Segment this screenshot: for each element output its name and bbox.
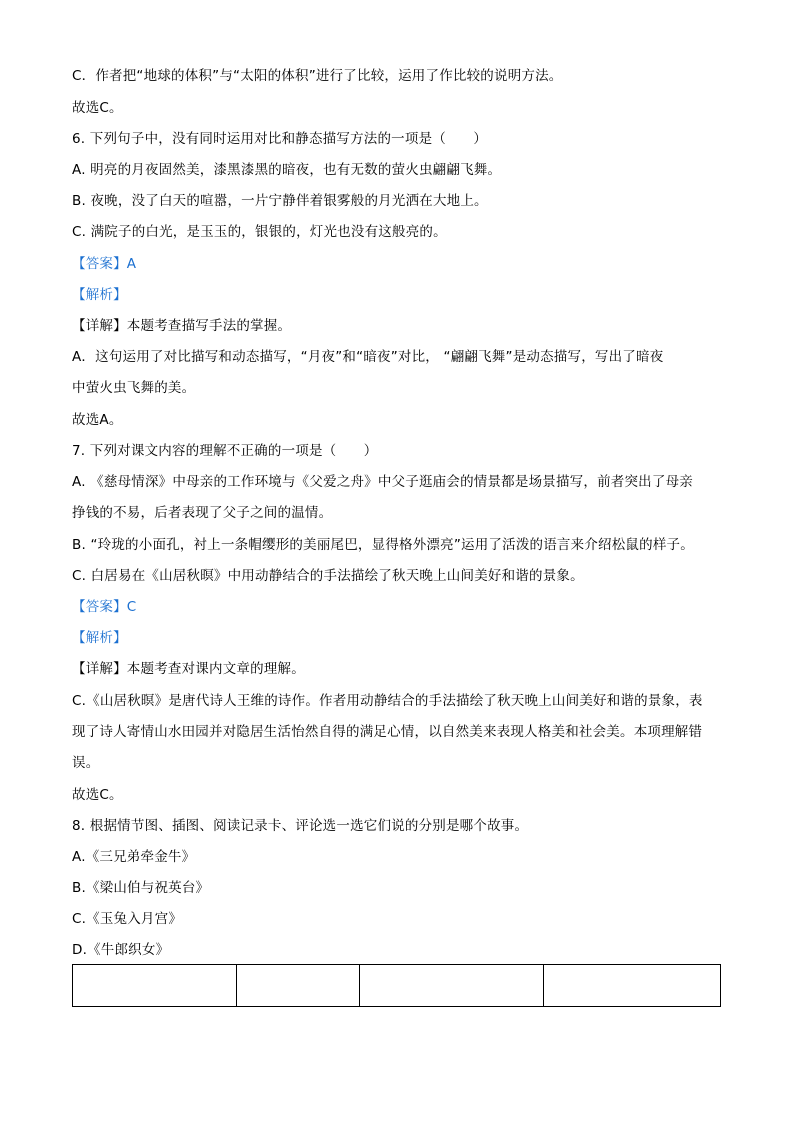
text-line: C．作者把“地球的体积”与“太阳的体积”进行了比较，运用了作比较的说明方法。 <box>72 68 563 84</box>
detail-text: 误。 <box>72 755 100 771</box>
option-b: B.《梁山伯与祝英台》 <box>72 880 210 896</box>
question-7: 7. 下列对课文内容的理解不正确的一项是（ ） <box>72 443 378 459</box>
question-6: 6. 下列句子中，没有同时运用对比和静态描写方法的一项是（ ） <box>72 131 488 147</box>
table-cell <box>237 965 360 1007</box>
option-d: D.《牛郎织女》 <box>72 942 170 958</box>
detail-text: 中萤火虫飞舞的美。 <box>72 380 196 396</box>
detail-text: C.《山居秋暝》是唐代诗人王维的诗作。作者用动静结合的手法描绘了秋天晚上山间美好和谐的景象，表 <box>72 693 703 709</box>
question-8: 8. 根据情节图、插图、阅读记录卡、评论选一选它们说的分别是哪个故事。 <box>72 818 529 834</box>
option-a: A.《三兄弟牵金牛》 <box>72 849 196 865</box>
detail-text: 【详解】本题考查描写手法的掌握。 <box>72 318 292 334</box>
option-b: B. “玲珑的小面孔，衬上一条帽缨形的美丽尾巴，显得格外漂亮”运用了活泼的语言来介绍松鼠的样子。 <box>72 537 694 553</box>
answer-label: 【答案】A <box>72 256 137 272</box>
text-line: 故选C。 <box>72 787 123 803</box>
option-c: C. 白居易在《山居秋暝》中用动静结合的手法描绘了秋天晚上山间美好和谐的景象。 <box>72 568 584 584</box>
table-cell <box>360 965 544 1007</box>
table-row <box>73 965 721 1007</box>
analysis-label: 【解析】 <box>72 630 127 646</box>
option-c: C.《玉兔入月宫》 <box>72 911 183 927</box>
option-a: A. 《慈母情深》中母亲的工作环境与《父爱之舟》中父子逛庙会的情景都是场景描写，前者突出了母亲 <box>72 474 693 490</box>
answer-label: 【答案】C <box>72 599 137 615</box>
story-table <box>72 964 721 1007</box>
option-a: A. 明亮的月夜固然美，漆黑漆黑的暗夜，也有无数的萤火虫翩翩飞舞。 <box>72 162 502 178</box>
text-line: 故选C。 <box>72 100 123 116</box>
option-b: B. 夜晚，没了白天的喧嚣，一片宁静伴着银雾般的月光洒在大地上。 <box>72 193 488 209</box>
option-a-continued: 挣钱的不易，后者表现了父子之间的温情。 <box>72 505 333 521</box>
analysis-label: 【解析】 <box>72 287 127 303</box>
option-c: C. 满院子的白光，是玉玉的，银银的，灯光也没有这般亮的。 <box>72 224 447 240</box>
detail-text: 【详解】本题考查对课内文章的理解。 <box>72 661 305 677</box>
table-cell <box>73 965 237 1007</box>
table-cell <box>544 965 721 1007</box>
detail-text: 现了诗人寄情山水田园并对隐居生活怡然自得的满足心情，以自然美来表现人格美和社会美。本项理解错 <box>72 724 703 740</box>
text-line: 故选A。 <box>72 412 123 428</box>
detail-text: A．这句运用了对比描写和动态描写，“月夜”和“暗夜”对比， “翩翩飞舞”是动态描写，写出了暗夜 <box>72 349 664 365</box>
